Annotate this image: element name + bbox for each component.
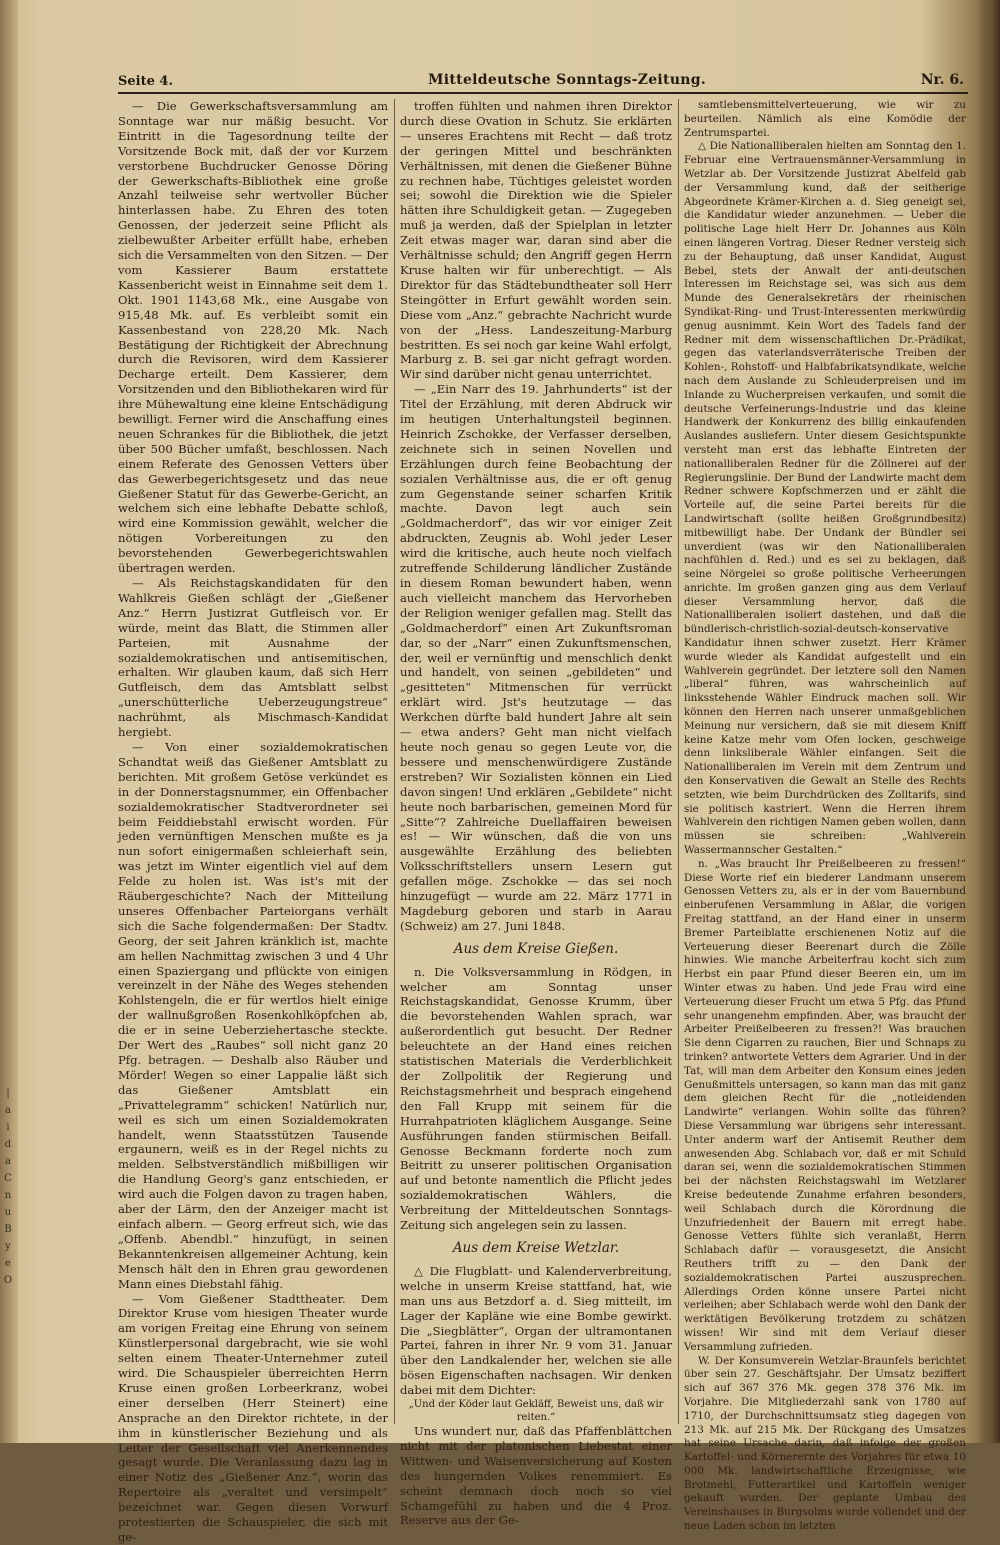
section-heading-giessen: Aus dem Kreise Gießen. xyxy=(453,940,619,957)
binding-spine xyxy=(0,0,18,1443)
page-header xyxy=(118,70,978,94)
page-edge-shadow xyxy=(978,0,1000,1443)
column-divider xyxy=(678,99,679,1424)
article-reichstagskandidat: — Als Reichstagskandidaten für den Wahlkreis Gießen schlägt der „Gießener Anz.“ Herrn Justizrat Gutfleisch vor. Er würde, meint das Blatt, die Stimmen aller Parteien, mit Ausnahme der sozialdemokratischen und antisemitischen, erhalten. Wir glauben kaum, daß sich Herr Gutfleisch, dem das Amtsblatt selbst „unerschütterliche Ueberzeugungstreue“ nachrühmt, als Mischmasch-Kandidat hergiebt. xyxy=(118,576,388,740)
section-heading-wetzlar: Aus dem Kreise Wetzlar. xyxy=(452,1239,620,1256)
article-konsumverein: W. Der Konsumverein Wetzlar-Braunfels berichtet über sein 27. Geschäftsjahr. Der Umsatz beziffert sich auf 367 376 Mk. gegen 378 376 Mk. im Vorjahre. Die Mitgliederzahl sank von 1780 auf 1710, der Durchschnittsumsatz stieg dagegen von 213 Mk. auf 215 Mk. Der Rückgang des Umsatzes hat seine Ursache darin, daß infolge der großen Kartoffel- und Körnerernte des Vorjahres für etwa 10 000 Mk. landwirtschaftliche Erzeugnisse, wie Brotmehl, Futterartikel und Kartoffeln weniger gekauft wurden. Der geplante Umbau des Vereinshauses in Burgsolms wurde vollendet und der neue Laden schon im letzten xyxy=(684,1354,966,1533)
column-divider xyxy=(394,99,395,1424)
article-narr: — „Ein Narr des 19. Jahrhunderts“ ist der Titel der Erzählung, mit deren Abdruck wir im heutigen Unterhaltungsteil beginnen. Heinrich Zschokke, der Verfasser derselben, zeichnete sich in seinen Novellen und Erzählungen durch feine Beobachtung der sozialen Verhältnisse aus, die er oft genug zum Gegenstande seiner scharfen Kritik machte. Davon legt auch sein „Goldmacherdorf“, das wir vor einiger Zeit abdruckten, Zeugnis ab. Wohl jeder Leser wird die kritische, auch heute noch vielfach zutreffende Schilderung ländlicher Zustände in diesem Roman bewundert haben, wenn auch vielleicht manchem das Hervorheben der Religion weniger gefallen mag. Stellt das „Goldmacherdorf“ einen Art Zukunftsroman dar, so der „Narr“ einen Zukunftsmenschen, der, weil er vernünftig und menschlich denkt und handelt, von seinen „gebildeten“ und „gesitteten“ Mitmenschen für verrückt erklärt wird. Jst's heutzutage — das Werkchen dürfte bald hundert Jahre alt sein — etwa anders? Geht man nicht vielfach heute noch genau so gegen Leute vor, die bessere und menschenwürdigere Zustände erstreben? Wir Sozialisten können ein Lied davon singen! Und erklären „Gebildete“ nicht heute noch barbarischen, gemeinen Mord für „Sitte“? Zahlreiche Duellaffairen beweisen es! — Wir wünschen, daß die von uns ausgewählte Erzählung des beliebten Volksschriftstellers unsern Lesern gut gefallen möge. Zschokke — das sei noch hinzugefügt — wurde am 22. März 1771 in Magdeburg geboren und starb in Aarau (Schweiz) am 27. Juni 1848. xyxy=(400,382,672,933)
spine-letters: | a i d a C n u B y e O xyxy=(3,1088,13,1286)
article-gewerkschaft: — Die Gewerkschaftsversammlung am Sonntage war nur mäßig besucht. Vor Eintritt in die Tagesordnung teilte der Vorsitzende Bock mit, daß der vor Kurzem verstorbene Buchdrucker Genosse Döring der Gewerkschafts-Bibliothek eine große Anzahl teilweise sehr wertvoller Bücher hinterlassen habe. Zu Ehren des toten Genossen, der jederzeit seine Pflicht als zielbewußter Arbeiter erfüllt habe, erheben sich die Versammelten von den Sitzen. — Der vom Kassierer Baum erstattete Kassenbericht weist in Einnahme seit dem 1. Okt. 1901 1143,68 Mk., eine Ausgabe von 915,48 Mk. auf. Es verbleibt somit ein Kassenbestand von 228,20 Mk. Nach Bestätigung der Richtigkeit der Abrechnung durch die Revisoren, wird dem Kassierer Decharge erteilt. Dem Kassierer, dem Vorsitzenden und den Bibliothekaren wird für ihre Mühewaltung eine kleine Entschädigung bewilligt. Ferner wird die Anschaffung eines neuen Schrankes für die Bibliothek, die jetzt über 500 Bücher umfaßt, beschlossen. Nach einem Referate des Genossen Vetters über das Gewerbegerichtsgesetz und das neue Gießener Statut für das Gewerbe-Gericht, an welchem sich eine lebhafte Debatte schloß, wird eine Kommission gewählt, welcher die nötigen Vorbereitungen zu den bevorstehenden Gewerbegerichtswahlen übertragen werden. xyxy=(118,99,388,576)
article-volksversammlung: n. Die Volksversammlung in Rödgen, in welcher am Sonntag unser Reichstagskandidat, Genosse Krumm, über die bevorstehenden Wahlen sprach, war außerordentlich gut besucht. Der Redner beleuchtete an der Hand eines reichen statistischen Materials die Verderblichkeit der Zollpolitik der Regierung und Reichstagsmehrheit und besprach eingehend den Fall Krupp mit seinem für die Hurrahpatrioten kläglichem Ausgange. Seine Ausführungen fanden stürmischen Beifall. Genosse Beckmann forderte noch zum Beitritt zu unserer politischen Organisation auf und betonte namentlich die Pflicht jedes sozialdemokratischen Wählers, die Verbreitung der Mitteldeutschen Sonntags-Zeitung sich angelegen sein zu lassen. xyxy=(400,964,672,1233)
article-theater-continued: troffen fühlten und nahmen ihren Direktor durch diese Ovation in Schutz. Sie erklärten — unseres Erachtens mit Recht — daß trotz der geringen Mittel und beschränkten Verhältnissen, mit denen die Gießener Bühne zu rechnen habe, Tüchtiges geleistet worden sei; sowohl die Direktion wie die Spieler hätten ihre Schuldigkeit getan. — Zugegeben muß ja werden, daß der Spielplan in letzter Zeit etwas mager war, daran sind aber die Verhältnisse schuld; den Angriff gegen Herrn Kruse halten wir für unberechtigt. — Als Direktor für das Städtebundtheater soll Herr Steingötter in Erfurt gewählt worden sein. Diese vom „Anz.“ gebrachte Nachricht wurde von der „Hess. Landeszeitung-Marburg bestritten. Es sei noch gar keine Wahl erfolgt, Marburg z. B. sei gar nicht gefragt worden. Wir sind darüber nicht genau unterrichtet. xyxy=(400,99,672,382)
article-flugblatt: △ Die Flugblatt- und Kalenderverbreitung, welche in unserm Kreise stattfand, hat, wie man uns aus Betzdorf a. d. Sieg mitteilt, im Lager der Kapläne wie eine Bombe gewirkt. Die „Siegblätter“, Organ der ultramontanen Partei, fahren in ihrer Nr. 9 vom 31. Januar über den Landkalender her, welchen sie alle bösen Eigenschaften nachsagen. Wir denken dabei mit dem Dichter: xyxy=(400,1263,672,1398)
page-number: Seite 4. xyxy=(118,74,173,89)
article-stadttheater: — Vom Gießener Stadttheater. Dem Direktor Kruse vom hiesigen Theater wurde am vorigen Freitag eine Ehrung von seinem Künstlerpersonal dargebracht, wie sie wohl selten einem Theater-Unternehmer zuteil wird. Die Schauspieler überreichten Herrn Kruse einen großen Lorbeerkranz, wobei einer derselben (Herr Steinert) eine Ansprache an den Direktor richtete, in der ihm in künstlerischer Beziehung und als Leiter der Gesellschaft viel Anerkennendes gesagt wurde. Die Veranlassung dazu lag in einer Notiz des „Gießener Anz.“, worin das Repertoire als „veraltet und versimpelt“ bezeichnet war. Gegen diesen Vorwurf protestierten die Schauspieler, die sich mit ge- xyxy=(118,1291,388,1544)
column-3 xyxy=(684,99,966,1533)
article-continuation: samtlebensmittelverteuerung, wie wir zu beurteilen. Nämlich als eine Komödie der Zentrumspartei. xyxy=(684,99,966,139)
header-rule xyxy=(118,92,968,94)
article-preisselbeeren: n. „Was braucht Ihr Preißelbeeren zu fressen!“ Diese Worte rief ein biederer Landmann unserem Genossen Vetters zu, als er in der vom Bauernbund einberufenen Versammlung in Aßlar, die vorigen Freitag stattfand, an der Hand einer in unserm Bremer Parteiblatte erschienenen Notiz auf die Verteuerung dieser Beerenart durch die Zölle hinwies. Wie manche Arbeiterfrau kocht sich zum Herbst ein paar Pfund dieser Beeren ein, um im Winter etwas zu haben. Und jede Frau wird eine Verteuerung dieser Frucht um etwa 5 Pfg. das Pfund sehr unangenehm empfinden. Aber, was braucht der Arbeiter Preißelbeeren zu fressen?! Was brauchen Sie denn Cigarren zu rauchen, Bier und Schnaps zu trinken? antwortete Vetters dem Agrarier. Und in der Tat, will man dem Arbeiter den Konsum eines jeden Genußmittels untersagen, so kann man das mit ganz dem gleichen Recht für die „notleidenden Landwirte“ verlangen. Wohin sollte das führen? Diese Versammlung war übrigens sehr interessant. Unter anderm warf der Antisemit Reuther dem anwesenden Abg. Schlabach vor, daß er mit Schuld daran sei, wenn die sozialdemokratischen Stimmen bei der nächsten Reichstagswahl im Wetzlarer Kreise bedeutende Zunahme erfahren besonders, weil Schlabach durch die Körordnung die Unzufriedenheit der Bauern mit erregt habe. Genosse Vetters fühlte sich veranlaßt, Herrn Schlabach dafür — vorausgesetzt, die Ansicht Reuthers trifft zu — den Dank der sozialdemokratischen Partei auszusprechen. Allerdings Orden könne unsere Partei nicht verleihen; aber Schlabach werde wohl den Dank der werktätigen Bevölkerung trotzdem zu schätzen wissen! Wir sind mit dem Verlauf dieser Versammlung zufrieden. xyxy=(684,857,966,1353)
column-1 xyxy=(118,99,388,1544)
poem-quote: „Und der Köder laut Gekläff, Beweist uns, daß wir reiten.“ xyxy=(408,1399,664,1424)
column-2 xyxy=(400,99,672,1528)
article-flugblatt-continued: Uns wundert nur, daß das Pfaffenblättchen nicht mit der platonischen Liebestat einer Wittwen- und Waisenversicherung auf Kosten des hungernden Volkes renommiert. Es scheint demnach doch noch so viel Schamgefühl zu haben und die 4 Proz. Reserve aus der Ge- xyxy=(400,1424,672,1528)
article-nationalliberale: △ Die Nationalliberalen hielten am Sonntag den 1. Februar eine Vertrauensmänner-Versammlung in Wetzlar ab. Der Vorsitzende Justizrat Abelfeld gab der Versammlung kund, daß der seitherige Abgeordnete Krämer-Kirchen a. d. Sieg geneigt sei, die Kandidatur wieder anzunehmen. — Ueber die politische Lage hielt Herr Dr. Johannes aus Köln einen längeren Vortrag. Dieser Redner versteig sich zu der Behauptung, daß unser Kandidat, August Bebel, stets der Anwalt der anti-deutschen Interessen im Reichstage sei, was sich aus dem Munde des Generalsekretärs der rheinischen Syndikat-Ring- und Trust-Interessenten merkwürdig genug ausnimmt. Kein Wort des Tadels fand der Redner mit dem wissenschaftlichen Dr.-Prädikat, gegen das vaterlandsverräterische Treiben der Kohlen-, Rohstoff- und Halbfabrikatsyndikate, welche nach dem Auslande zu Schleuderpreisen und im Inlande zu Wucherpreisen verkaufen, und somit die deutsche Verfeinerungs-Industrie und das kleine Handwerk der Konkurrenz des billig einkaufenden Auslandes ausliefern. Unter diesem Gesichtspunkte versteht man erst das lebhafte Eintreten der nationalliberalen Redner für die Zöllnerei auf der Regierungslinie. Der Bund der Landwirte macht dem Redner schwere Kopfschmerzen und er zählt die Vorteile auf, die seine Partei bereits für die Landwirtschaft (sollte heißen Großgrundbesitz) mitbewilligt habe. Der Undank der Bündler sei unverdient (was wir den Nationalliberalen nachfühlen d. Red.) und es sei zu beklagen, daß seine Nörgelei so große politische Verheerungen anrichte. Im großen ganzen ging aus dem Verlauf dieser Versammlung hervor, daß die Nationalliberalen isoliert dastehen, und daß die bündlerisch-christlich-sozial-deutsch-konservative Kandidatur ihnen schwer zusetzt. Herr Krämer wurde wieder als Kandidat aufgestellt und ein Wahlverein gegründet. Der letztere soll den Namen „liberal“ führen, was wahrscheinlich auf linksstehende Wähler Eindruck machen soll. Wir können den Herren nach unserer unmaßgeblichen Meinung nur versichern, daß sie mit diesem Kniff keine Katze mehr vom Ofen locken, geschweige denn linksliberale Wähler einfangen. Seit die Nationalliberalen im Verein mit dem Zentrum und den Konservativen die Gewalt an Stelle des Rechts setzten, wie beim Durchdrücken des Zolltarifs, sind sie politisch kastriert. Wenn die Herren ihrem Wahlverein den richtigen Namen geben wollen, dann müssen sie schreiben: „Wahlverein Wassermannscher Gestalten.“ xyxy=(684,140,966,857)
article-schandtat: — Von einer sozialdemokratischen Schandtat weiß das Gießener Amtsblatt zu berichten. Mit großem Getöse verkündet es in der Donnerstagsnummer, ein Offenbacher sozialdemokratischer Stadtverordneter sei beim Feiddiebstahl erwischt worden. Für jeden vernünftigen Menschen mußte es ja nun sofort einigermaßen schleierhaft sein, was jetzt im Winter eigentlich viel auf dem Felde zu holen ist. Was ist's mit der Räubergeschichte? Nach der Mitteilung unseres Offenbacher Parteiorgans verhält sich die Sache folgendermaßen: Der Stadtv. Georg, der seit Jahren kränklich ist, machte am hellen Nachmittag zwischen 3 und 4 Uhr einen Spaziergang und pflückte von einigen vereinzelt in der Nähe des Weges stehenden Kohlstengeln, die er für wertlos hielt einige der wallnußgroßen Rosenkohlköpfchen ab, die er in seine Ueberziehertasche steckte. Der Wert des „Raubes“ soll nicht ganz 20 Pfg. betragen. — Deshalb also Räuber und Mörder! Wegen so einer Lappalie läßt sich das Gießener Amtsblatt ein „Privattelegramm“ schicken! Natürlich nur, weil es sich um einen Sozialdemokraten handelt, wenn Staatsstützen Tausende ergaunern, weiß es in der Regel nichts zu melden. Selbstverständlich mißbilligen wir die Handlung Georg's ganz entschieden, er wird auch die Folgen davon zu tragen haben, aber der Lärm, den der Anzeiger macht ist einfach albern. — Georg erfreut sich, wie das „Offenb. Abendbl.“ hinzufügt, in seinen Bekanntenkreisen allgemeiner Achtung, kein Mensch hält den in Ehren grau gewordenen Mann eines Diebstahl fähig. xyxy=(118,739,388,1291)
masthead-title: Mitteldeutsche Sonntags-Zeitung. xyxy=(428,72,707,88)
issue-number: Nr. 6. xyxy=(920,72,964,88)
